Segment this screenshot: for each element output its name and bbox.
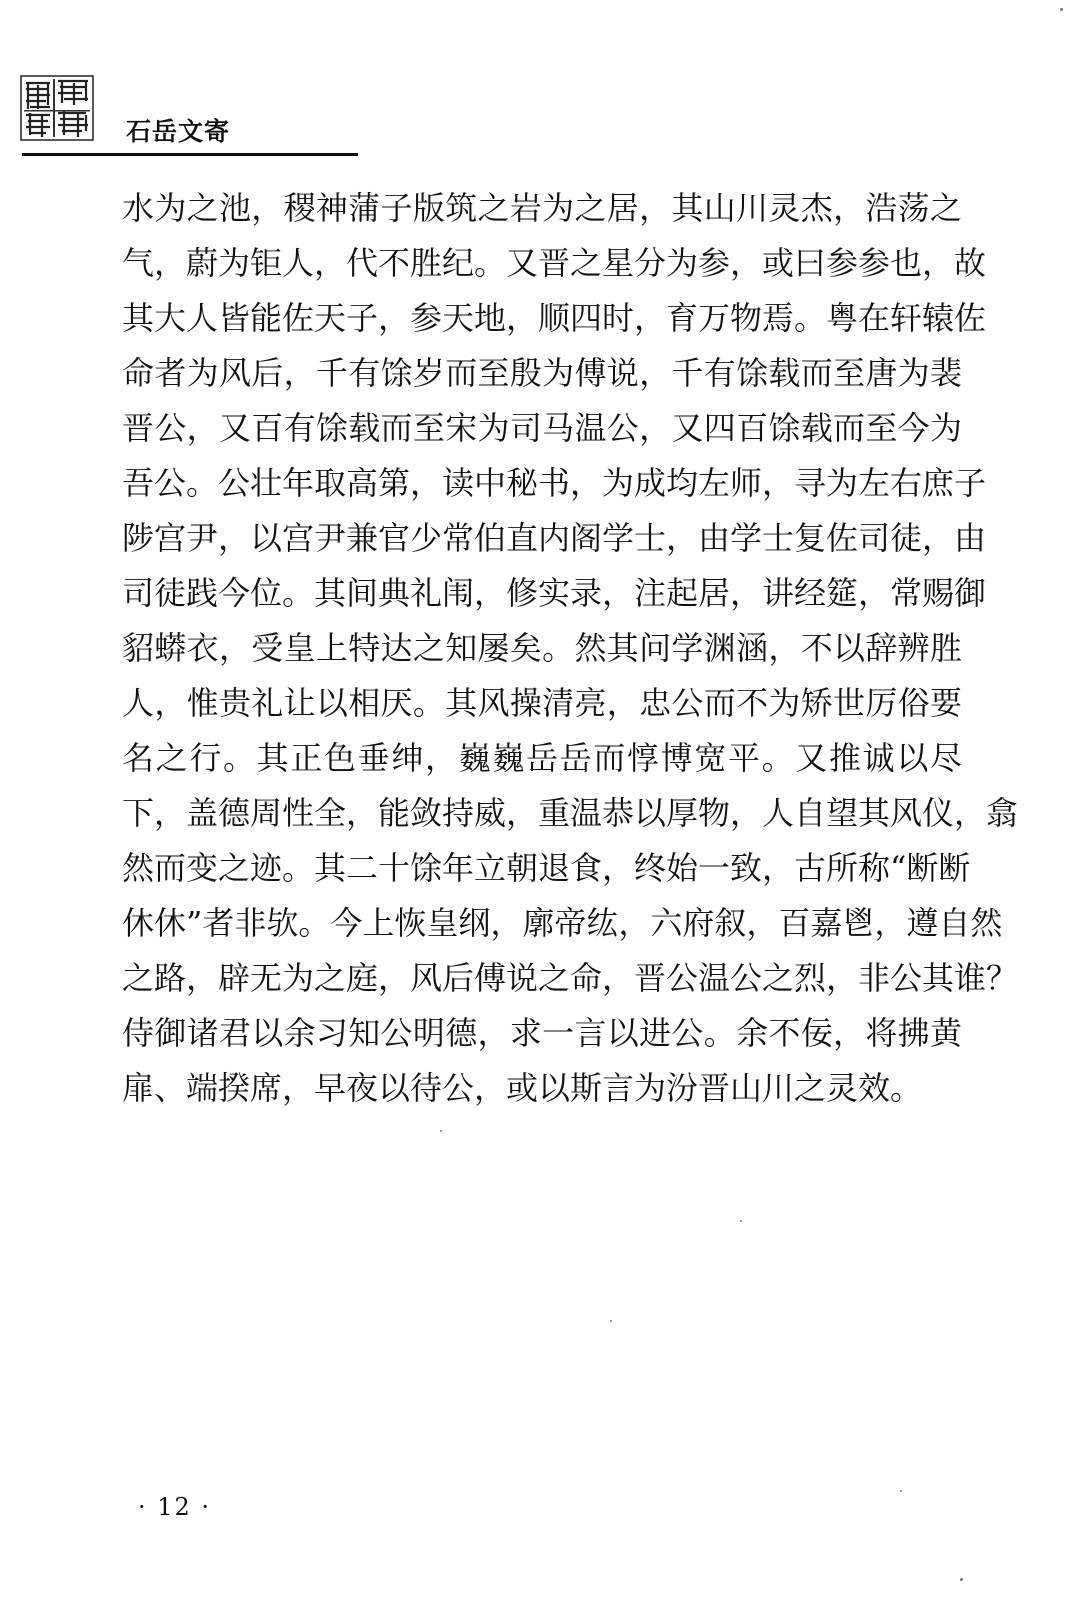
text-line: 下，盖德周性全，能敛持威，重温恭以厚物，人自望其风仪，翕 (122, 794, 1019, 832)
scan-speck (440, 1130, 442, 1132)
text-line: 休休”者非欤。今上恢皇纲，廓帝纮，六府叙，百嘉鬯，遵自然 (122, 904, 1003, 942)
text-line: 水为之池，稷神蒲子版筑之岩为之居，其山川灵杰，浩荡之 (122, 189, 962, 227)
scan-speck (740, 1220, 742, 1222)
scan-speck (900, 1490, 902, 1492)
text-line: 司徒践今位。其间典礼闱，修实录，注起居，讲经筵，常赐御 (122, 574, 987, 612)
text-line: 貂蟒衣，受皇上特达之知屡矣。然其问学渊涵，不以辞辨胜 (122, 629, 962, 667)
header-divider (22, 153, 358, 156)
text-line: 扉、端揆席，早夜以待公，或以斯言为汾晋山川之灵效。 (122, 1069, 923, 1107)
text-line: 陟宫尹，以宫尹兼官少常伯直内阁学士，由学士复佐司徒，由 (122, 519, 987, 557)
text-line: 气，蔚为钜人，代不胜纪。又晋之星分为参，或曰参参也，故 (122, 244, 987, 282)
text-line: 然而变之迹。其二十馀年立朝退食，终始一致，古所称“断断 (122, 849, 971, 887)
page-number: · 12 · (138, 1493, 212, 1521)
text-line: 之路，辟无为之庭，风后傅说之命，晋公温公之烈，非公其谁？ (122, 959, 1019, 997)
text-line: 命者为风后，千有馀岁而至殷为傅说，千有馀载而至唐为裴 (122, 354, 962, 392)
body-text (122, 181, 1019, 1116)
page-header (0, 0, 1092, 170)
text-line: 名之行。其正色垂绅，巍巍岳岳而惇博宽平。又推诚以尽 (122, 739, 962, 777)
scan-speck (610, 1320, 612, 1322)
scan-speck (960, 1578, 963, 1581)
scan-speck (1060, 8, 1063, 11)
seal-stamp-icon (20, 75, 94, 141)
book-title: 石岳文寄 (126, 117, 231, 146)
text-line: 其大人皆能佐天子，参天地，顺四时，育万物焉。粤在轩辕佐 (122, 299, 987, 337)
text-line: 吾公。公壮年取高第，读中秘书，为成均左师，寻为左右庶子 (122, 464, 987, 502)
text-line: 晋公，又百有馀载而至宋为司马温公，又四百馀载而至今为 (122, 409, 962, 447)
text-line: 人，惟贵礼让以相厌。其风操清亮，忠公而不为矫世厉俗要 (122, 684, 962, 722)
text-line: 侍御诸君以余习知公明德，求一言以进公。余不佞，将拂黄 (122, 1014, 962, 1052)
